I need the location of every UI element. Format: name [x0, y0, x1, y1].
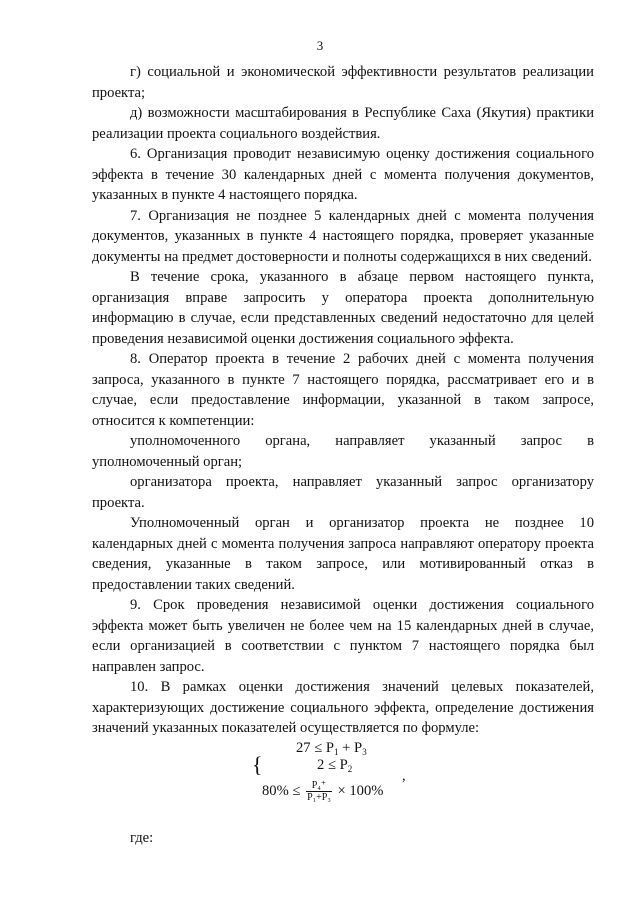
paragraph: г) социальной и экономической эффективности результатов реализации проекта; [92, 64, 594, 101]
paragraph: 9. Срок проведения независимой оценки достижения социального эффекта может быть увеличен не более чем на 15 календарных дней в случае, если организацией в соответствии с пунктом 7 настоящего порядка был направлен запрос. [92, 597, 594, 675]
paragraph: Уполномоченный орган и организатор проекта не позднее 10 календарных дней с момента получения запроса направляют оператору проекта сведения, указанные в таком запросе, или мотивированный отказ в предоставлении таких сведений. [92, 515, 594, 593]
formula-line-2: $2 \le P_2$ [317, 757, 353, 774]
paragraph: 6. Организация проводит независимую оценку достижения социального эффекта в течение 30 календарных дней с момента получения документов, указанных в пункте 4 настоящего порядка. [92, 146, 594, 203]
paragraph: В течение срока, указанного в абзаце первом настоящего пункта, организация вправе запросить у оператора проекта дополнительную информацию в случае, если представленных сведений недостаточно для целей проведения независимой оценки достижения социального эффекта. [92, 269, 594, 347]
paragraph: уполномоченного органа, направляет указанный запрос в уполномоченный орган; [92, 433, 594, 470]
paragraph: 8. Оператор проекта в течение 2 рабочих дней с момента получения запроса, указанного в пункте 7 настоящего порядка, рассматривает его и в случае, если предоставление информации, указанной в таком запросе, относится к компетенции: [92, 351, 594, 429]
formula-line-1: $27 \le P_1 + P_3$ [296, 740, 367, 757]
paragraph: д) возможности масштабирования в Республике Саха (Якутия) практики реализации проекта социального воздействия. [92, 105, 594, 142]
fraction-numerator: P₄⁺ [306, 780, 332, 792]
formula [252, 738, 422, 806]
where-label: где: [130, 830, 154, 846]
page-number: 3 [316, 38, 324, 53]
formula-line-3: 80% ≤ $\frac{\text{P₄⁺}}{\text{P₁+P₃}}$ × 100% [262, 780, 384, 803]
paragraph: 10. В рамках оценки достижения значений целевых показателей, характеризующих достижение социального эффекта, определение достижения значений указанных показателей осуществляется по формуле: [92, 679, 594, 736]
formula-comma: , [402, 768, 406, 784]
formula-fraction [306, 780, 332, 803]
paragraph: 7. Организация не позднее 5 календарных дней с момента получения документов, указанных в пункте 4 настоящего порядка, проверяет указанные документы на предмет достоверности и полноты содержащихся в них сведений. [92, 207, 594, 265]
fraction-denominator: P₁+P₃ [307, 792, 331, 803]
body-text [92, 62, 594, 739]
formula-brace: { [252, 752, 263, 777]
paragraph: организатора проекта, направляет указанный запрос организатору проекта. [92, 474, 594, 511]
